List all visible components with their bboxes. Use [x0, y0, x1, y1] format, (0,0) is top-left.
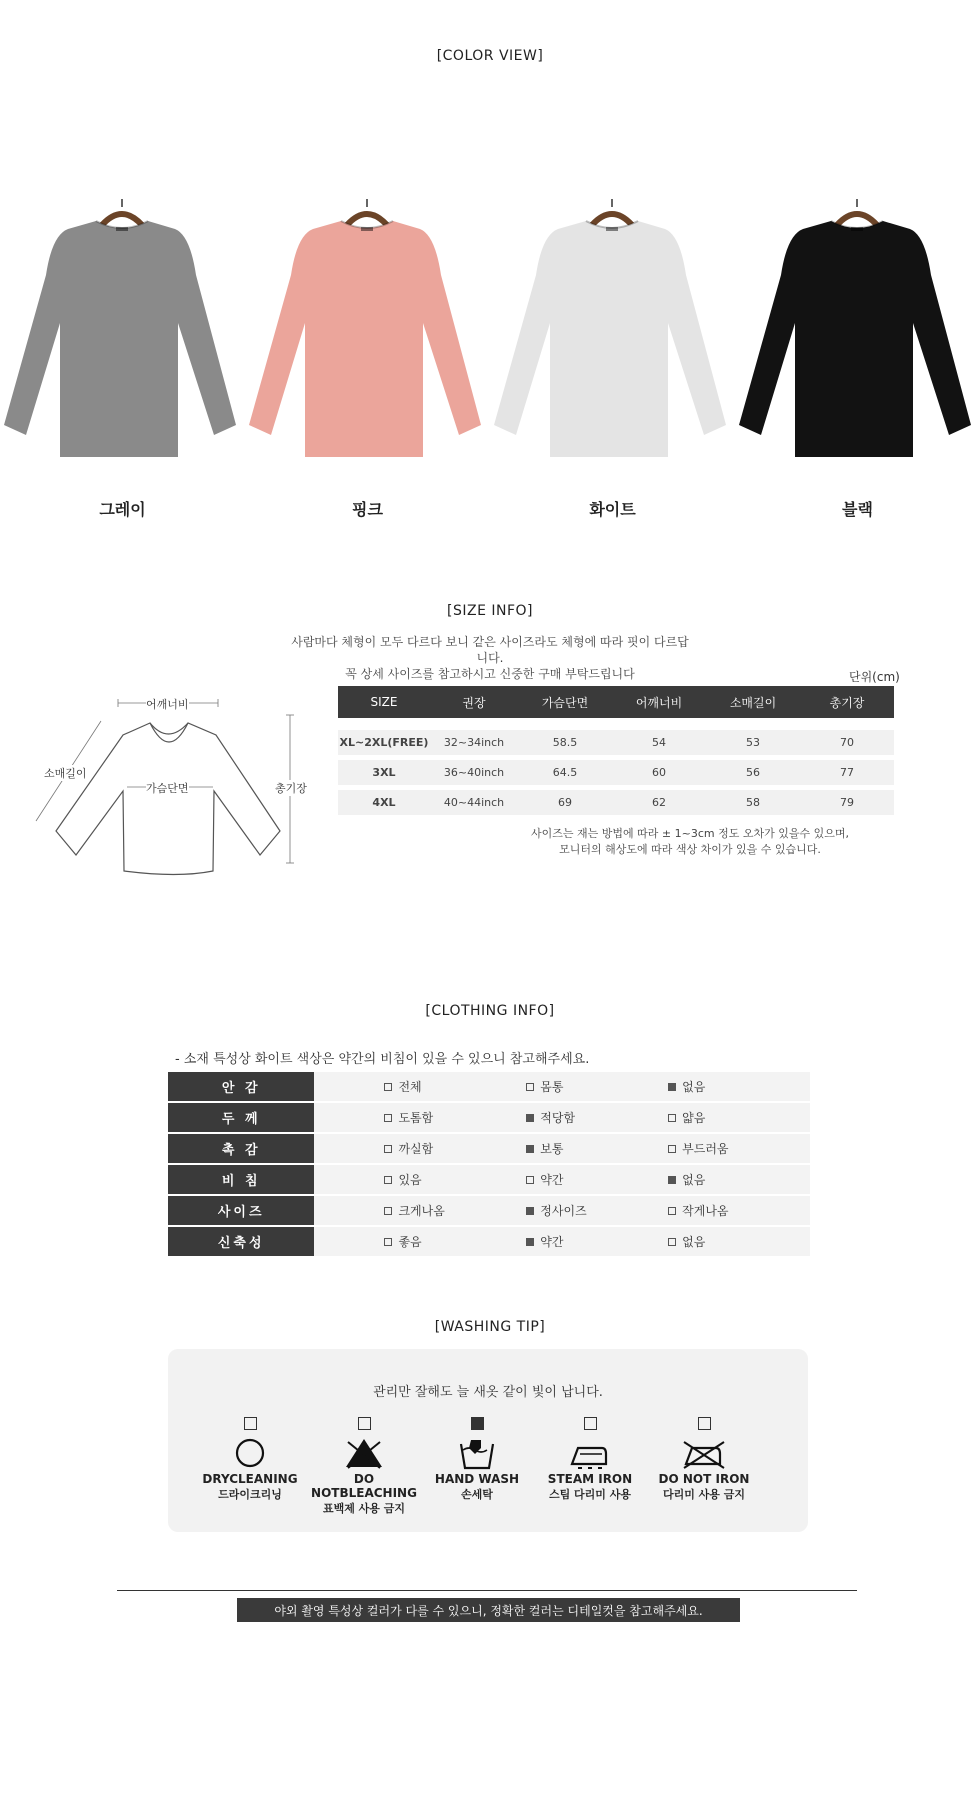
clothing-row [168, 1103, 810, 1132]
washing-item [644, 1417, 764, 1502]
divider [117, 1590, 857, 1591]
size-table-header-cell: 총기장 [829, 695, 865, 710]
size-table-cell: 70 [840, 736, 854, 749]
clothing-option-label: 작게나옴 [682, 1204, 729, 1218]
clothing-row-label: 사이즈 [168, 1196, 314, 1225]
circle-icon [228, 1436, 272, 1470]
garment-image [735, 195, 980, 475]
washing-item [530, 1417, 650, 1502]
clothing-info-title: [CLOTHING INFO] [425, 1003, 555, 1019]
size-notice-line: 사람마다 체형이 모두 다르다 보니 같은 사이즈라도 체형에 따라 핏이 다르답니다. [291, 635, 689, 665]
clothing-option-label: 적당함 [540, 1111, 576, 1125]
clothing-note: - 소재 특성상 화이트 색상은 약간의 비침이 있을 수 있으니 참고해주세요. [175, 1052, 590, 1067]
checked-box-icon [471, 1417, 484, 1430]
clothing-option [384, 1202, 526, 1219]
size-table-row [338, 760, 894, 785]
no-bleach-icon [342, 1436, 386, 1470]
clothing-option-label: 크게나옴 [398, 1204, 445, 1218]
washing-panel [168, 1349, 808, 1532]
unchecked-box-icon [526, 1176, 534, 1184]
clothing-option [526, 1233, 668, 1250]
washing-label-en: HAND WASH [434, 1472, 520, 1486]
clothing-option [526, 1202, 668, 1219]
clothing-option [526, 1078, 668, 1095]
size-table-cell: 64.5 [552, 766, 578, 779]
size-table-cell: 3XL [372, 766, 396, 779]
clothing-option-label: 까실함 [398, 1142, 434, 1156]
shoulder-label: 어깨너비 [146, 698, 189, 711]
washing-tip-title: [WASHING TIP] [434, 1319, 546, 1335]
size-table-cell: 62 [652, 796, 666, 809]
checked-box-icon [668, 1176, 676, 1184]
washing-label-ko: 손세탁 [461, 1488, 493, 1501]
size-table-cell: 56 [746, 766, 760, 779]
clothing-row-label: 안 감 [168, 1072, 314, 1101]
unchecked-box-icon [526, 1083, 534, 1091]
checked-box-icon [526, 1145, 534, 1153]
checked-box-icon [526, 1207, 534, 1215]
color-label: 블랙 [842, 500, 873, 519]
garment-image [245, 195, 490, 475]
size-table-cell: 69 [558, 796, 572, 809]
unchecked-box-icon [584, 1417, 597, 1430]
size-table-header-cell: 어깨너비 [635, 695, 683, 710]
size-note [440, 826, 940, 858]
size-table-cell: 60 [652, 766, 666, 779]
unchecked-box-icon [668, 1207, 676, 1215]
clothing-option-label: 부드러움 [682, 1142, 729, 1156]
size-table [338, 686, 894, 815]
clothing-row-label: 두 께 [168, 1103, 314, 1132]
clothing-option-label: 없음 [682, 1080, 706, 1094]
clothing-option-label: 없음 [682, 1235, 706, 1249]
washing-item [190, 1417, 310, 1502]
size-info-title: [SIZE INFO] [447, 603, 533, 619]
clothing-option-label: 약간 [540, 1235, 564, 1249]
unchecked-box-icon [384, 1238, 392, 1246]
clothing-row-label: 비 침 [168, 1165, 314, 1194]
color-view-title: [COLOR VIEW] [436, 48, 544, 64]
clothing-option [384, 1140, 526, 1157]
unit-label: 단위(cm) [849, 670, 900, 684]
size-table-header-cell: SIZE [370, 695, 398, 709]
footer-note: 야외 촬영 특성상 컬러가 다를 수 있으니, 정확한 컬러는 디테일컷을 참고해주세요. [237, 1598, 740, 1622]
clothing-option [668, 1140, 810, 1157]
clothing-option-label: 몸통 [540, 1080, 564, 1094]
washing-label-en: DRYCLEANING [202, 1472, 298, 1486]
size-table-cell: 79 [840, 796, 854, 809]
unchecked-box-icon [244, 1417, 257, 1430]
clothing-option-label: 정사이즈 [540, 1204, 587, 1218]
clothing-table [168, 1072, 810, 1258]
checked-box-icon [526, 1114, 534, 1122]
checked-box-icon [668, 1083, 676, 1091]
color-label: 핑크 [352, 500, 383, 519]
size-table-cell: 32~34inch [443, 736, 505, 749]
size-table-row [338, 730, 894, 755]
clothing-option-label: 전체 [398, 1080, 422, 1094]
clothing-option [668, 1078, 810, 1095]
clothing-option-label: 도톰함 [398, 1111, 434, 1125]
clothing-option [384, 1233, 526, 1250]
washing-label-en: DO NOTBLEACHING [311, 1472, 417, 1500]
size-table-row [338, 790, 894, 815]
checked-box-icon [526, 1238, 534, 1246]
size-table-header-cell: 소매길이 [729, 695, 777, 710]
clothing-option [384, 1109, 526, 1126]
size-notice-line: 꼭 상세 사이즈를 참고하시고 신중한 구매 부탁드립니다 [345, 667, 635, 681]
clothing-option [668, 1202, 810, 1219]
clothing-option [668, 1233, 810, 1250]
unchecked-box-icon [668, 1145, 676, 1153]
size-table-cell: 58.5 [552, 736, 578, 749]
color-label: 화이트 [589, 500, 636, 519]
washing-label-ko: 스팀 다리미 사용 [548, 1488, 632, 1501]
unchecked-box-icon [384, 1083, 392, 1091]
size-table-cell: 40~44inch [443, 796, 505, 809]
unchecked-box-icon [358, 1417, 371, 1430]
size-table-cell: 54 [652, 736, 666, 749]
clothing-option [526, 1140, 668, 1157]
size-table-cell: 4XL [372, 796, 396, 809]
size-table-cell: XL~2XL(FREE) [339, 736, 429, 749]
clothing-option [526, 1109, 668, 1126]
clothing-option [668, 1171, 810, 1188]
clothing-row [168, 1072, 810, 1101]
unchecked-box-icon [384, 1176, 392, 1184]
size-diagram [28, 693, 318, 883]
clothing-option-label: 약간 [540, 1173, 564, 1187]
size-table-cell: 58 [746, 796, 760, 809]
clothing-option-label: 보통 [540, 1142, 564, 1156]
clothing-option [668, 1109, 810, 1126]
washing-header: 관리만 잘해도 늘 새옷 같이 빛이 납니다. [373, 1385, 603, 1400]
size-table-header-cell: 가슴단면 [541, 695, 589, 710]
unchecked-box-icon [698, 1417, 711, 1430]
size-table-header-cell: 권장 [462, 695, 486, 710]
clothing-row-label: 신축성 [168, 1227, 314, 1256]
washing-label-en: STEAM IRON [547, 1472, 633, 1486]
garment-image [0, 195, 245, 475]
clothing-option-label: 좋음 [398, 1235, 422, 1249]
unchecked-box-icon [384, 1207, 392, 1215]
hand-wash-icon [455, 1436, 499, 1470]
clothing-row [168, 1196, 810, 1225]
clothing-row [168, 1165, 810, 1194]
clothing-row-label: 촉 감 [168, 1134, 314, 1163]
clothing-option-label: 있음 [398, 1173, 422, 1187]
clothing-row [168, 1134, 810, 1163]
washing-item [417, 1417, 537, 1502]
chest-label: 가슴단면 [146, 782, 189, 795]
clothing-row [168, 1227, 810, 1256]
washing-label-ko: 다리미 사용 금지 [662, 1488, 746, 1501]
color-label: 그레이 [99, 500, 146, 519]
unchecked-box-icon [384, 1145, 392, 1153]
clothing-option-label: 없음 [682, 1173, 706, 1187]
clothing-option-label: 얇음 [682, 1111, 706, 1125]
length-label: 총기장 [275, 782, 307, 795]
no-iron-icon [682, 1436, 726, 1470]
washing-label-en: DO NOT IRON [658, 1472, 750, 1486]
clothing-option [384, 1171, 526, 1188]
washing-label-ko: 표백제 사용 금지 [322, 1502, 406, 1515]
clothing-option [526, 1171, 668, 1188]
size-notice [290, 634, 690, 682]
size-note-line: 사이즈는 재는 방법에 따라 ± 1~3cm 정도 오차가 있을수 있으며, [531, 827, 849, 840]
washing-label-ko: 드라이크리닝 [218, 1488, 282, 1501]
unchecked-box-icon [384, 1114, 392, 1122]
size-table-header [338, 686, 894, 718]
washing-item [304, 1417, 424, 1516]
clothing-option [384, 1078, 526, 1095]
unchecked-box-icon [668, 1114, 676, 1122]
sleeve-label: 소매길이 [44, 767, 87, 780]
iron-icon [568, 1436, 612, 1470]
size-table-cell: 53 [746, 736, 760, 749]
size-table-cell: 36~40inch [443, 766, 505, 779]
garment-image [490, 195, 735, 475]
size-note-line: 모니터의 해상도에 따라 색상 차이가 있을 수 있습니다. [559, 843, 821, 856]
unchecked-box-icon [668, 1238, 676, 1246]
size-table-cell: 77 [840, 766, 854, 779]
